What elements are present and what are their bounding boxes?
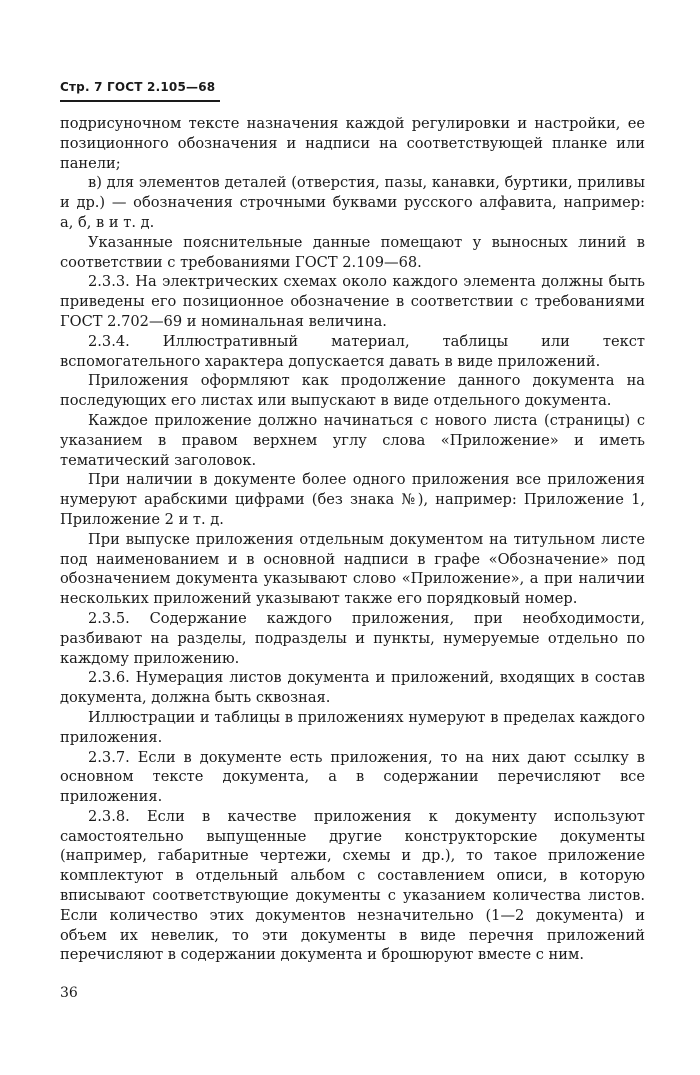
paragraph: При наличии в документе более одного приложения все приложения нумеруют арабскими цифрами (без знака №), например: Приложение 1, Приложение 2 и т. д. [60, 471, 645, 528]
paragraph: в) для элементов деталей (отверстия, пазы, канавки, буртики, приливы и др.) — обозначения строчными буквами русского алфавита, например: а, б, в и т. д. [60, 174, 645, 231]
paragraph: Каждое приложение должно начинаться с нового листа (страницы) с указанием в правом верхнем углу слова «Приложение» и иметь тематический заголовок. [60, 411, 645, 469]
paragraph: 2.3.4. Иллюстративный материал, таблицы или текст вспомогательного характера допускается давать в виде приложений. [60, 332, 645, 370]
document-body [60, 114, 645, 965]
paragraph: подрисуночном тексте назначения каждой регулировки и настройки, ее позиционного обозначения и надписи на соответствующей планке или панели; [60, 115, 645, 172]
header-rule [60, 100, 220, 102]
paragraph: Иллюстрации и таблицы в приложениях нумеруют в пределах каждого приложения. [60, 708, 645, 746]
paragraph: 2.3.8. Если в качестве приложения к документу используют самостоятельно выпущенные другие конструкторские документы (например, габаритные чертежи, схемы и др.), то такое приложение комплектуют в отдельный альбом с составлением описи, в которую вписывают соответствующие документы с указанием количества листов. Если количество этих документов незначительно (1—2 документа) и объем их невелик, то эти документы в виде перечня приложений перечисляют в содержании документа и брошюруют вместе с ним. [60, 807, 645, 964]
paragraph: Указанные пояснительные данные помещают у выносных линий в соответствии с требованиями ГОСТ 2.109—68. [60, 233, 645, 271]
paragraph: 2.3.3. На электрических схемах около каждого элемента должны быть приведены его позиционное обозначение в соответствии с требованиями ГОСТ 2.702—69 и номинальная величина. [60, 273, 645, 330]
paragraph: Приложения оформляют как продолжение данного документа на последующих его листах или выпускают в виде отдельного документа. [60, 372, 645, 410]
paragraph: 2.3.7. Если в документе есть приложения, то на них дают ссылку в основном тексте документа, а в содержании перечисляют все приложения. [60, 748, 645, 806]
paragraph: При выпуске приложения отдельным документом на титульном листе под наименованием и в основной надписи в графе «Обозначение» под обозначением документа указывают слово «Приложение», а при наличии нескольких приложений указывают также его порядковый номер. [60, 530, 645, 608]
running-header: Стр. 7 ГОСТ 2.105—68 [60, 80, 216, 94]
page-number: 36 [60, 985, 78, 1001]
paragraph: 2.3.5. Содержание каждого приложения, при необходимости, разбивают на разделы, подразделы и пункты, нумеруемые отдельно по каждому приложению. [60, 609, 645, 667]
paragraph: 2.3.6. Нумерация листов документа и приложений, входящих в состав документа, должна быть сквозная. [60, 669, 645, 707]
